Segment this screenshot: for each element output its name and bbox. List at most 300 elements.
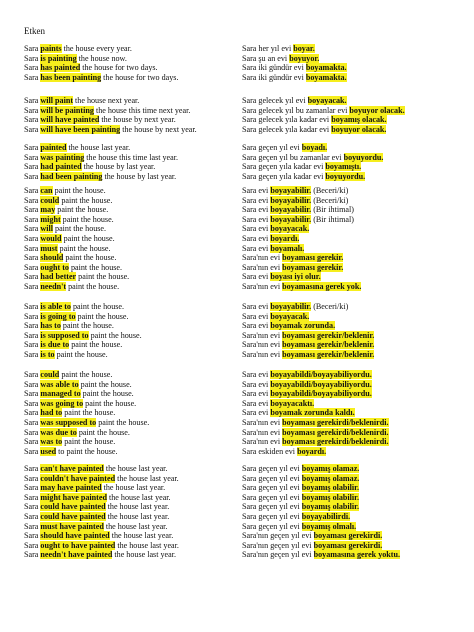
- english-sentence: [24, 196, 242, 206]
- english-sentence: [24, 73, 242, 83]
- english-sentence: [24, 380, 242, 390]
- sentence-row: [24, 350, 464, 360]
- plain-text: Sara: [24, 483, 41, 493]
- plain-text: paint the house.: [63, 253, 117, 263]
- turkish-sentence: [242, 63, 464, 73]
- plain-text: the house last year.: [105, 502, 170, 512]
- highlighted-verb: is painting: [40, 53, 77, 63]
- highlighted-verb: had painted: [40, 162, 82, 172]
- plain-text: the house last year.: [103, 464, 168, 473]
- highlighted-verb: boyayabilir.: [270, 302, 312, 311]
- highlighted-verb: boyuyordu.: [343, 152, 384, 162]
- turkish-sentence: [242, 234, 464, 244]
- english-sentence: [24, 244, 242, 254]
- plain-text: paint the house.: [59, 195, 113, 205]
- sentence-row: [24, 389, 464, 399]
- plain-text: (Beceri/ki): [311, 195, 349, 205]
- sentence-group: [24, 143, 464, 181]
- plain-text: (Bir ihtimal): [311, 214, 354, 224]
- plain-text: Sara gelecek yıla kadar evi: [242, 115, 332, 125]
- sentence-row: [24, 54, 464, 64]
- sentence-row: [24, 106, 464, 116]
- plain-text: Sara gelecek yıl evi: [242, 96, 308, 105]
- plain-text: Sara: [24, 389, 41, 399]
- highlighted-verb: needn't: [40, 281, 67, 291]
- plain-text: Sara geçen yıl evi: [242, 483, 302, 493]
- plain-text: Sara'nın evi: [242, 427, 283, 437]
- sentence-group: [24, 464, 464, 560]
- plain-text: Sara geçen yıla kadar evi: [242, 162, 326, 172]
- highlighted-verb: boyaması gerekir.: [282, 253, 344, 263]
- highlighted-verb: boyaması gerekirdi/beklenirdi.: [282, 437, 389, 447]
- plain-text: paint the house.: [53, 224, 107, 234]
- document-title: Etken: [24, 26, 45, 36]
- highlighted-verb: is to: [40, 349, 55, 359]
- sentence-row: [24, 263, 464, 273]
- plain-text: Sara: [24, 311, 41, 321]
- plain-text: the house last year.: [103, 521, 168, 531]
- turkish-sentence: [242, 215, 464, 225]
- english-sentence: [24, 340, 242, 350]
- english-sentence: [24, 531, 242, 541]
- plain-text: Sara: [24, 243, 41, 253]
- turkish-sentence: [242, 474, 464, 484]
- sentence-group: [24, 186, 464, 292]
- turkish-sentence: [242, 253, 464, 263]
- plain-text: Sara evi: [242, 214, 271, 224]
- plain-text: paint the house.: [76, 272, 130, 282]
- highlighted-verb: boyayabilirdi.: [301, 511, 351, 521]
- plain-text: Sara evi: [242, 389, 271, 399]
- turkish-sentence: [242, 531, 464, 541]
- turkish-sentence: [242, 143, 464, 153]
- plain-text: Sara: [24, 437, 41, 447]
- plain-text: Sara: [24, 349, 41, 359]
- plain-text: Sara: [24, 162, 41, 172]
- highlighted-verb: boyamalı.: [270, 243, 305, 253]
- plain-text: Sara: [24, 408, 41, 418]
- highlighted-verb: boyayabilir.: [270, 186, 312, 195]
- plain-text: the house this time last year.: [84, 152, 178, 162]
- sentence-row: [24, 522, 464, 532]
- highlighted-verb: boyayacak.: [270, 311, 310, 321]
- plain-text: Sara'nın evi: [242, 349, 283, 359]
- turkish-sentence: [242, 437, 464, 447]
- plain-text: the house every year.: [61, 44, 132, 53]
- plain-text: Sara: [24, 427, 41, 437]
- plain-text: paint the house.: [52, 186, 106, 195]
- plain-text: the house last year.: [115, 540, 179, 550]
- plain-text: Sara: [24, 124, 41, 134]
- plain-text: Sara: [24, 152, 41, 162]
- highlighted-verb: will: [40, 224, 53, 234]
- sentence-row: [24, 302, 464, 312]
- turkish-sentence: [242, 312, 464, 322]
- highlighted-verb: is due to: [40, 340, 70, 350]
- plain-text: Sara'nın evi: [242, 262, 283, 272]
- plain-text: Sara'nın evi: [242, 330, 283, 340]
- sentence-group: [24, 44, 464, 82]
- plain-text: paint the house.: [70, 302, 125, 311]
- plain-text: paint the house.: [55, 205, 109, 215]
- english-sentence: [24, 331, 242, 341]
- plain-text: paint the house.: [78, 379, 132, 389]
- english-sentence: [24, 106, 242, 116]
- turkish-sentence: [242, 493, 464, 503]
- english-sentence: [24, 408, 242, 418]
- plain-text: paint the house.: [60, 321, 114, 331]
- highlighted-verb: boyayabildi/boyayabiliyordu.: [270, 379, 372, 389]
- plain-text: Sara geçen yıl evi: [242, 521, 302, 531]
- plain-text: Sara'nın evi: [242, 417, 283, 427]
- plain-text: the house next year.: [73, 96, 140, 105]
- highlighted-verb: boyamasına gerek yok.: [282, 281, 362, 291]
- highlighted-verb: could: [40, 195, 60, 205]
- highlighted-verb: boyar.: [293, 44, 315, 53]
- highlighted-verb: boyayabildi/boyayabiliyordu.: [270, 370, 372, 379]
- sentence-row: [24, 541, 464, 551]
- plain-text: Sara şu an evi: [242, 53, 290, 63]
- turkish-sentence: [242, 244, 464, 254]
- english-sentence: [24, 272, 242, 282]
- plain-text: the house last year.: [109, 531, 174, 541]
- english-sentence: [24, 263, 242, 273]
- highlighted-verb: boyayabilir.: [270, 195, 312, 205]
- plain-text: paint the house.: [62, 408, 116, 418]
- highlighted-verb: might have painted: [40, 492, 107, 502]
- turkish-sentence: [242, 428, 464, 438]
- highlighted-verb: managed to: [40, 389, 81, 399]
- sentence-row: [24, 550, 464, 560]
- plain-text: Sara evi: [242, 272, 271, 282]
- plain-text: Sara evi: [242, 233, 271, 243]
- plain-text: Sara: [24, 492, 41, 502]
- plain-text: the house last year.: [106, 492, 171, 502]
- highlighted-verb: was able to: [40, 379, 79, 389]
- turkish-sentence: [242, 550, 464, 560]
- english-sentence: [24, 399, 242, 409]
- sentence-row: [24, 272, 464, 282]
- english-sentence: [24, 312, 242, 322]
- plain-text: the house last year.: [101, 483, 166, 493]
- turkish-sentence: [242, 408, 464, 418]
- plain-text: Sara: [24, 195, 41, 205]
- plain-text: Sara: [24, 446, 41, 456]
- highlighted-verb: boyamakta.: [305, 63, 347, 73]
- plain-text: Sara eskiden evi: [242, 446, 298, 456]
- highlighted-verb: boyası iyi olur.: [270, 272, 321, 282]
- turkish-sentence: [242, 380, 464, 390]
- plain-text: Sara geçen yıl evi: [242, 464, 302, 473]
- english-sentence: [24, 418, 242, 428]
- plain-text: Sara: [24, 379, 41, 389]
- english-sentence: [24, 224, 242, 234]
- highlighted-verb: boyamış olabilir.: [301, 483, 360, 493]
- highlighted-verb: boyuyor olacak.: [331, 124, 387, 134]
- highlighted-verb: was due to: [40, 427, 77, 437]
- highlighted-verb: boyamasına gerek yoktu.: [313, 550, 401, 560]
- english-sentence: [24, 63, 242, 73]
- english-sentence: [24, 474, 242, 484]
- plain-text: the house this time next year.: [93, 105, 191, 115]
- plain-text: paint the house.: [76, 427, 130, 437]
- plain-text: paint the house.: [83, 398, 137, 408]
- english-sentence: [24, 302, 242, 312]
- highlighted-verb: boyaması gerekirdi/beklenirdi.: [282, 427, 389, 437]
- turkish-sentence: [242, 282, 464, 292]
- turkish-sentence: [242, 512, 464, 522]
- sentence-row: [24, 418, 464, 428]
- plain-text: Sara evi: [242, 243, 271, 253]
- plain-text: Sara evi: [242, 205, 271, 215]
- turkish-sentence: [242, 196, 464, 206]
- plain-text: paint the house.: [54, 349, 108, 359]
- turkish-sentence: [242, 541, 464, 551]
- plain-text: Sara: [24, 340, 41, 350]
- highlighted-verb: is going to: [40, 311, 76, 321]
- sentence-row: [24, 196, 464, 206]
- plain-text: paint the house.: [62, 437, 116, 447]
- plain-text: paint the house.: [59, 370, 113, 379]
- highlighted-verb: boyaması gerekirdi.: [313, 531, 383, 541]
- sentence-row: [24, 370, 464, 380]
- highlighted-verb: boyaması gerekirdi.: [313, 540, 383, 550]
- highlighted-verb: had been painting: [40, 171, 103, 181]
- plain-text: paint the house.: [80, 389, 134, 399]
- sentence-row: [24, 44, 464, 54]
- plain-text: paint the house.: [69, 340, 123, 350]
- highlighted-verb: has been painting: [40, 72, 102, 82]
- highlighted-verb: might: [40, 214, 61, 224]
- plain-text: Sara: [24, 330, 41, 340]
- highlighted-verb: has to: [40, 321, 61, 331]
- english-sentence: [24, 370, 242, 380]
- highlighted-verb: boyayabilir.: [270, 205, 312, 215]
- plain-text: paint the house.: [60, 214, 114, 224]
- highlighted-verb: boyamak zorunda kaldı.: [270, 408, 355, 418]
- plain-text: Sara evi: [242, 186, 271, 195]
- plain-text: Sara: [24, 521, 41, 531]
- sentence-row: [24, 253, 464, 263]
- plain-text: the house by next year.: [120, 124, 197, 134]
- turkish-sentence: [242, 399, 464, 409]
- turkish-sentence: [242, 224, 464, 234]
- turkish-sentence: [242, 106, 464, 116]
- highlighted-verb: boyamış olabilir.: [301, 492, 360, 502]
- sentence-group: [24, 370, 464, 456]
- turkish-sentence: [242, 418, 464, 428]
- plain-text: Sara: [24, 417, 41, 427]
- plain-text: Sara evi: [242, 321, 271, 331]
- highlighted-verb: boyayabildi/boyayabiliyordu.: [270, 389, 372, 399]
- highlighted-verb: boyayacaktı.: [270, 398, 315, 408]
- highlighted-verb: boyuyor.: [289, 53, 320, 63]
- turkish-sentence: [242, 162, 464, 172]
- turkish-sentence: [242, 172, 464, 182]
- turkish-sentence: [242, 522, 464, 532]
- english-sentence: [24, 143, 242, 153]
- plain-text: Sara: [24, 171, 41, 181]
- plain-text: the house by last year.: [102, 171, 177, 181]
- sentence-row: [24, 115, 464, 125]
- plain-text: Sara evi: [242, 302, 271, 311]
- plain-text: Sara evi: [242, 224, 271, 234]
- highlighted-verb: boyaması gerekir/beklenir.: [282, 330, 375, 340]
- highlighted-verb: boyamıştı.: [325, 162, 362, 172]
- sentence-row: [24, 224, 464, 234]
- plain-text: Sara evi: [242, 379, 271, 389]
- plain-text: Sara gelecek yıl bu zamanlar evi: [242, 105, 350, 115]
- sentence-row: [24, 143, 464, 153]
- sentence-row: [24, 380, 464, 390]
- turkish-sentence: [242, 321, 464, 331]
- sentence-row: [24, 502, 464, 512]
- highlighted-verb: is supposed to: [40, 330, 89, 340]
- highlighted-verb: will have been painting: [40, 124, 121, 134]
- plain-text: Sara: [24, 53, 41, 63]
- plain-text: Sara: [24, 44, 41, 53]
- plain-text: Sara: [24, 186, 41, 195]
- plain-text: the house now.: [76, 53, 127, 63]
- sentence-row: [24, 464, 464, 474]
- plain-text: Sara'nın geçen yıl evi: [242, 540, 314, 550]
- sentence-row: [24, 331, 464, 341]
- highlighted-verb: paints: [40, 44, 62, 53]
- english-sentence: [24, 447, 242, 457]
- turkish-sentence: [242, 370, 464, 380]
- english-sentence: [24, 44, 242, 54]
- sentence-row: [24, 512, 464, 522]
- highlighted-verb: boyaması gerekirdi/beklenirdi.: [282, 417, 389, 427]
- plain-text: Sara'nın evi: [242, 253, 283, 263]
- plain-text: the house by last year.: [81, 162, 156, 172]
- english-sentence: [24, 464, 242, 474]
- turkish-sentence: [242, 54, 464, 64]
- english-sentence: [24, 162, 242, 172]
- turkish-sentence: [242, 115, 464, 125]
- turkish-sentence: [242, 483, 464, 493]
- highlighted-verb: boyuyor olacak.: [349, 105, 405, 115]
- english-sentence: [24, 493, 242, 503]
- highlighted-verb: may have painted: [40, 483, 102, 493]
- highlighted-verb: boyadı.: [301, 143, 328, 152]
- plain-text: Sara: [24, 302, 41, 311]
- turkish-sentence: [242, 125, 464, 135]
- highlighted-verb: boyamakta.: [305, 72, 347, 82]
- highlighted-verb: boyamış olamaz.: [301, 473, 360, 483]
- plain-text: Sara evi: [242, 311, 271, 321]
- plain-text: Sara: [24, 473, 41, 483]
- plain-text: Sara: [24, 224, 41, 234]
- sentence-row: [24, 172, 464, 182]
- sentence-row: [24, 73, 464, 83]
- turkish-sentence: [242, 186, 464, 196]
- plain-text: Sara: [24, 214, 41, 224]
- plain-text: (Beceri/ki): [311, 302, 349, 311]
- sentence-row: [24, 125, 464, 135]
- plain-text: Sara: [24, 262, 41, 272]
- english-sentence: [24, 96, 242, 106]
- turkish-sentence: [242, 447, 464, 457]
- turkish-sentence: [242, 153, 464, 163]
- plain-text: Sara: [24, 511, 41, 521]
- english-sentence: [24, 428, 242, 438]
- plain-text: Sara: [24, 370, 41, 379]
- plain-text: paint the house.: [61, 233, 115, 243]
- english-sentence: [24, 282, 242, 292]
- english-sentence: [24, 389, 242, 399]
- highlighted-verb: could have painted: [40, 502, 106, 512]
- plain-text: Sara: [24, 143, 41, 152]
- plain-text: Sara: [24, 281, 41, 291]
- sentence-row: [24, 96, 464, 106]
- plain-text: Sara geçen yıl evi: [242, 143, 302, 152]
- english-sentence: [24, 483, 242, 493]
- sentence-row: [24, 321, 464, 331]
- plain-text: Sara geçen yıl bu zamanlar evi: [242, 152, 344, 162]
- plain-text: Sara geçen yıl evi: [242, 502, 302, 512]
- english-sentence: [24, 215, 242, 225]
- highlighted-verb: boyayacak.: [307, 96, 347, 105]
- plain-text: Sara: [24, 272, 41, 282]
- highlighted-verb: may: [40, 205, 56, 215]
- highlighted-verb: couldn't have painted: [40, 473, 116, 483]
- sentence-row: [24, 215, 464, 225]
- highlighted-verb: boyaması gerekir/beklenir.: [282, 349, 375, 359]
- plain-text: the house by next year.: [99, 115, 176, 125]
- plain-text: Sara iki gündür evi: [242, 72, 306, 82]
- highlighted-verb: boyamış olamaz.: [301, 464, 360, 473]
- turkish-sentence: [242, 389, 464, 399]
- plain-text: Sara: [24, 105, 41, 115]
- highlighted-verb: needn't have painted: [40, 550, 113, 560]
- highlighted-verb: had to: [40, 408, 63, 418]
- highlighted-verb: boyaması gerekir/beklenir.: [282, 340, 375, 350]
- turkish-sentence: [242, 96, 464, 106]
- highlighted-verb: was supposed to: [40, 417, 97, 427]
- english-sentence: [24, 437, 242, 447]
- plain-text: Sara: [24, 550, 41, 560]
- sentence-row: [24, 437, 464, 447]
- plain-text: Sara geçen yıl evi: [242, 492, 302, 502]
- plain-text: Sara'nın evi: [242, 281, 283, 291]
- plain-text: Sara geçen yıl evi: [242, 473, 302, 483]
- highlighted-verb: has painted: [40, 63, 81, 73]
- english-sentence: [24, 350, 242, 360]
- plain-text: Sara'nın geçen yıl evi: [242, 531, 314, 541]
- sentence-row: [24, 531, 464, 541]
- highlighted-verb: boyaması gerekir.: [282, 262, 344, 272]
- highlighted-verb: was to: [40, 437, 63, 447]
- highlighted-verb: was painting: [40, 152, 85, 162]
- highlighted-verb: is able to: [40, 302, 71, 311]
- turkish-sentence: [242, 263, 464, 273]
- sentence-row: [24, 428, 464, 438]
- plain-text: (Bir ihtimal): [311, 205, 354, 215]
- turkish-sentence: [242, 340, 464, 350]
- plain-text: Sara: [24, 63, 41, 73]
- plain-text: the house last year.: [115, 473, 179, 483]
- highlighted-verb: painted: [40, 143, 67, 152]
- plain-text: paint the house.: [75, 311, 129, 321]
- highlighted-verb: must: [40, 243, 58, 253]
- highlighted-verb: can't have painted: [40, 464, 104, 473]
- plain-text: Sara iki gündür evi: [242, 63, 306, 73]
- sentence-row: [24, 63, 464, 73]
- sentence-row: [24, 153, 464, 163]
- english-sentence: [24, 522, 242, 532]
- plain-text: paint the house.: [66, 281, 120, 291]
